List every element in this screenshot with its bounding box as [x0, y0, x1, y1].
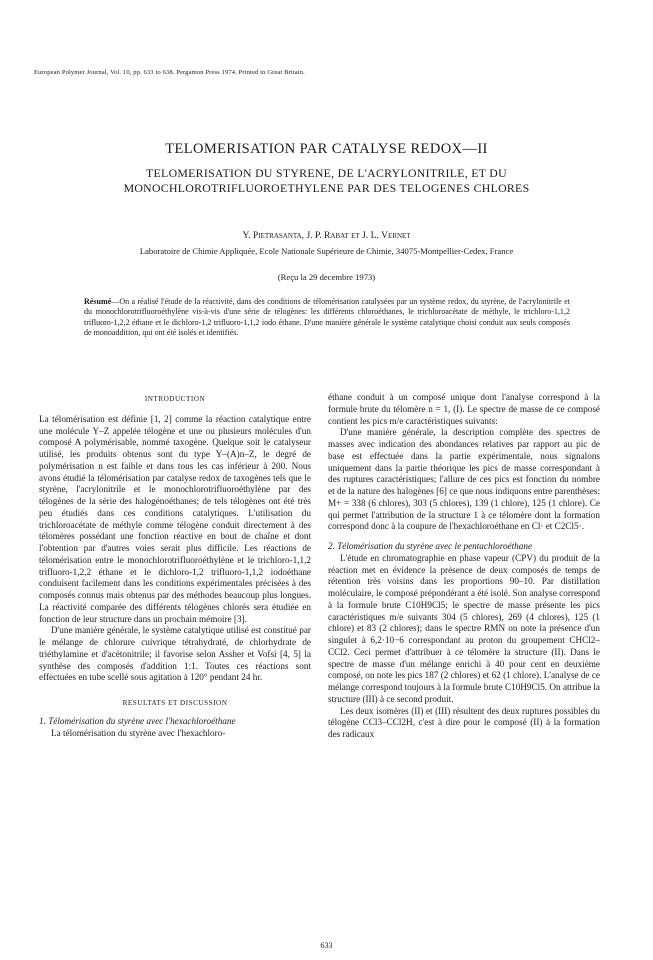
abstract-label: Résumé — [84, 297, 112, 306]
introduction-heading: INTRODUCTION — [144, 395, 206, 403]
section-1-paragraph: La télomérisation du styrène avec l'hexachloro- — [51, 727, 226, 738]
right-paragraph-2: D'une manière générale, la description complète des spectres de masses avec indication des abondances relatives par rapport au pic de base est effectuée dans la partie expérimentale, nous signalons uniquement dans la partie théorique les pics de masse correspondant à des ruptures caractéristiques; l'allure de ces pics est fonction du nombre et de la nature des halogènes [6] ce que nous indiquons entre parenthèses: M+ = 338 (6 chlores), 303 (5 chlores), 139 (1 chlore), 125 (1 chlore). Ce qui permet l'attribution de la structure 1 à ce télomère dont la formation correspond donc à la coupure de l'hexachloroéthane en Cl· et C2Cl5·. — [328, 427, 600, 532]
right-paragraph-4: Les deux isomères (II) et (III) résultent des deux ruptures possibles du télogène CCl3–CCl2H, c'est à dire pour le composé (II) à la formation des radicaux — [328, 705, 600, 739]
left-column — [39, 392, 311, 739]
affiliation: Laboratoire de Chimie Appliquée, Ecole Nationale Supérieure de Chimie, 34075-Montpellier-Cedex, France — [139, 246, 514, 256]
page-number: 633 — [320, 941, 333, 950]
authors: Y. Pietrasanta, J. P. Rabat et J. L. Vernet — [242, 230, 411, 241]
right-column — [328, 392, 600, 741]
right-paragraph-1: éthane conduit à un composé unique dont l'analyse correspond à la formule brute du télomère n = 1, (I). Le spectre de masse de ce composé contient les pics m/e caractéristiques suivants: — [328, 392, 600, 426]
received-date: (Reçu la 29 decembre 1973) — [277, 272, 376, 282]
abstract — [84, 297, 570, 338]
paper-subtitle: TELOMERISATION DU STYRENE, DE L'ACRYLONITRILE, ET DU MONOCHLOROTRIFLUOROETHYLENE PAR DES TELOGENES CHLORES — [123, 166, 530, 195]
right-paragraph-3: L'étude en chromatographie en phase vapeur (CPV) du produit de la réaction met en évidence la présence de deux composés de temps de rétention très voisins dans les proportions 90–10. Par distillation moléculaire, le composé prépondérant a été isolé. Son analyse correspond à la formule brute C10H9Cl5; le spectre de masse présente les pics caractéristiques m/e suivants 304 (5 chlores), 269 (4 chlores), 125 (1 chlore) et 83 (2 chlores); dans le spectre RMN on note la présence d'un singulet à 6,2·10−6 correspondant au proton du groupement CHCl2–CCl2. Ceci permet d'attribuer à ce télomère la structure (II). Dans le spectre de masse d'un mélange enrichi à 40 pour cent en deuxième composé, on note les pics 187 (2 chlores) et 62 (1 chlore). L'analyse de ce mélange correspond toujours à la formule brute C10H9Cl5. On attribue la structure (III) à ce second produit. — [328, 552, 600, 704]
section-1-title: 1. Télomérisation du styrène avec l'hexachloroéthane — [39, 715, 236, 726]
abstract-text: —On a réalisé l'étude de la réactivité, dans des conditions de télomérisation catalysées par un système redox, du styrène, de l'acrylonitrile et du monochlorotrifluoroéthylène vis-à-vis d'une série de télogènes: les différents chloroéthanes, le trichloroacétate de méthyle, le trichloro-1,1,2 trifluoro-1,2,2 éthane et le dichloro-1,2 trifluoro-1,1,2 iodo éthane. D'une manière générale le système catalytique choisi conduit aux seuls composés de monoaddition, qui ont été isolés et identifiés. — [84, 297, 570, 337]
intro-paragraph-2: D'une manière générale, le système catalytique utilisé est constitué par le mélange de chlorure cuivrique tétrahydraté, de chlorhydrate de triéthylamine et d'acétonitrile; il favorise selon Assher et Vofsi [4, 5] la synthèse des composés d'addition 1:1. Toutes ces réactions sont effectuées en tube scellé sous agitation à 120° pendant 24 hr. — [39, 625, 311, 683]
results-heading: RESULTATS ET DISCUSSION — [122, 699, 228, 707]
intro-paragraph-1: La télomérisation est définie [1, 2] comme la réaction catalytique entre une molécule Y–Z appelée télogène et une ou plusieurs molécules d'un composé A polymérisable, nommé taxogène. Quelque soit le catalyseur utilisé, les produits obtenus sont du type Y–(A)n–Z, le degré de polymérisation n est faible et dans tous les cas inférieur à 200. Nous avons étudié la télomérisation par catalyse redox de taxogènes tels que le styrène, l'acrylonitrile et le monochlorotrifluoroéthylène par des télogènes de la série des halogénoéthanes; de tels télogènes ont été très peu étudiés dans ces conditions catalytiques. L'utilisation du trichloroacétate de méthyle comme télogène conduit directement à des télomères possédant une fonction réactive en bout de chaîne et dont l'obtention par d'autres voies serait plus difficile. Les réactions de télomérisation entre le monochlorotrifluoroéthylène et le trichloro-1,1,2 trifluoro-1,2,2 éthane et le dichloro-1,2 trifluoro-1,1,2 iodoéthane conduisent facilement dans les conditions expérimentales précisées à des composés connus mais obtenus par des méthodes beaucoup plus longues. La réactivité comparée des différents télogènes chlorés sera étudiée en fonction de leur structure dans un prochain mémoire [3]. — [39, 413, 311, 624]
section-2-title: 2. Télomérisation du styrène avec le pentachloroéthane — [328, 541, 533, 551]
paper-title: TELOMERISATION PAR CATALYSE REDOX—II — [165, 141, 488, 157]
journal-citation: European Polymer Journal, Vol. 10, pp. 633 to 638. Pergamon Press 1974. Printed in Great Britain. — [34, 69, 305, 76]
